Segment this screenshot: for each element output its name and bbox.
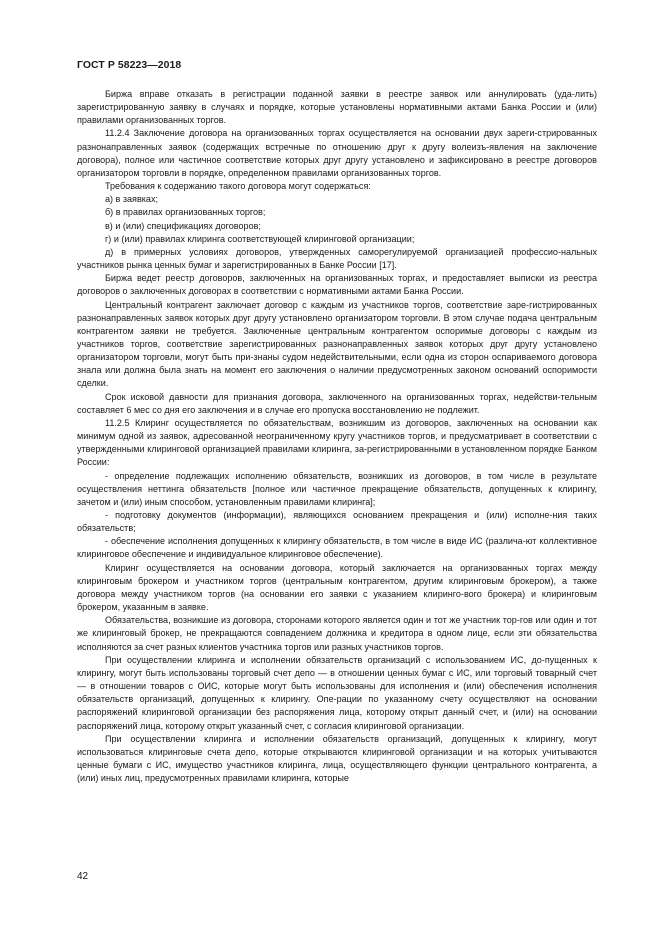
paragraph: Обязательства, возникшие из договора, сторонами которого является один и тот же участник тор-гов или один и тот же клиринговый брокер, не прекращаются совпадением должника и кредитора в одном лице, если эти обязательства исполняются за счет разных клиентов участника торгов или разных участников торгов. xyxy=(77,615,597,652)
list-item: - определение подлежащих исполнению обязательств, возникших из договоров, в том числе в результате осуществления неттинга обязательств [полное или частичное прекращение обязательств, допущенных к клирингу, зачетом и (или) иным способом, установленным правилами клиринга]; xyxy=(77,470,597,507)
list-item: - подготовку документов (информации), являющихся основанием прекращения и (или) исполне-ния таких обязательств; xyxy=(77,510,597,534)
paragraph: Клиринг осуществляется на основании договора, который заключается на организованных торгах между клиринговым брокером и участником торгов (центральным контрагентом, другим клиринговым брокером), а также договора между участником торгов (на основании его заявки с указанием клиринго-вого брокера) и клиринговым брокером, указанным в заявке. xyxy=(77,562,597,613)
document-body xyxy=(77,88,597,785)
list-item: а) в заявках; xyxy=(105,194,158,205)
paragraph: При осуществлении клиринга и исполнении обязательств организаций с использованием ИС, до-пущенных к клирингу, могут быть использованы торговый счет депо — в отношении ценных бумаг с ИС, или торговый товарный счет — в отношении товаров с ОИС, которые могут быть использованы для исполнения и (или) обеспечения исполнения обязательств организаций, допущенных к клирингу. Опе-рации по указанному счету осуществляют на основании распоряжений клиринговой организации без распоряжения лица, которому открыт данный счет, и (или) на основании распоряжений лица, которому открыт указанный счет, с согласия клиринговой организации. xyxy=(77,654,597,731)
paragraph: Биржа вправе отказать в регистрации поданной заявки в реестре заявок или аннулировать (уда-лить) зарегистрированную заявку в случаях и порядке, которые установлены нормативными актами Банка России и (или) правилами организованных торгов. xyxy=(77,89,597,126)
paragraph: 11.2.5 Клиринг осуществляется по обязательствам, возникшим из договоров, заключенных на основании как минимум одной из заявок, адресованной неограниченному кругу участников торгов, и предусматривает в соответствии с утвержденными клиринговой организацией правилами клиринга, за-регистрированными в установленном порядке Банком России: xyxy=(77,417,597,468)
paragraph: Центральный контрагент заключает договор с каждым из участников торгов, соответствие заре-гистрированных разнонаправленных заявок которых друг другу установлено организатором торговли. В этом случае подача центральным контрагентом заявки не требуется. Заключенные центральным контрагентом оспоримые договоры с каждым из участников торгов, соответствие зарегистрированных разнонаправленных заявок которых друг другу установлено организатором торговли, могут быть при-знаны судом недействительными, если одна из сторон оспариваемого договора знала или должна была знать на момент его заключения о наличии предусмотренных законом оснований оспоримости сделки. xyxy=(77,299,597,389)
paragraph: При осуществлении клиринга и исполнении обязательств организаций, допущенных к клирингу, могут использоваться клиринговые счета депо, которые открываются клиринговой организации и на которых учитываются ценные бумаги с ИС, имущество участников клиринга, лица, осуществляющего функции центрального контрагента, а (или) иных лиц, предусмотренных правилами клиринга, которые xyxy=(77,733,597,784)
paragraph: Биржа ведет реестр договоров, заключенных на организованных торгах, и предоставляет выписки из реестра договоров о заключенных договорах в соответствии с нормативными актами Банка России. xyxy=(77,273,597,297)
paragraph: Срок исковой давности для признания договора, заключенного на организованных торгах, недействи-тельным составляет 6 мес со дня его заключения и в случае его пропуска восстановлению не подлежит. xyxy=(77,391,597,415)
paragraph: Требования к содержанию такого договора могут содержаться: xyxy=(105,181,371,192)
paragraph: 11.2.4 Заключение договора на организованных торгах осуществляется на основании двух зареги-стрированных разнонаправленных заявок (содержащих встречные по отношению друг к другу волеизъ-явления на заключение договора), полное или частичное соответствие которых друг другу установлено и зафиксировано в реестре договоров организатором торговли в порядке, определенном правилами организованных торгов. xyxy=(77,128,597,178)
list-item: б) в правилах организованных торгов; xyxy=(105,207,266,218)
list-item: в) и (или) спецификациях договоров; xyxy=(105,220,261,231)
list-item: г) и (или) правилах клиринга соответствующей клиринговой организации; xyxy=(105,233,415,244)
page-number: 42 xyxy=(77,871,89,882)
document-header: ГОСТ Р 58223—2018 xyxy=(77,60,182,71)
list-item: - обеспечение исполнения допущенных к клирингу обязательств, в том числе в виде ИС (различа-ют коллективное клиринговое обеспечение и индивидуальное клиринговое обеспечение). xyxy=(77,536,597,560)
list-item: д) в примерных условиях договоров, утвержденных саморегулируемой организацией профессио-нальных участников рынка ценных бумаг и зарегистрированных в Банке России [17]. xyxy=(77,246,597,271)
